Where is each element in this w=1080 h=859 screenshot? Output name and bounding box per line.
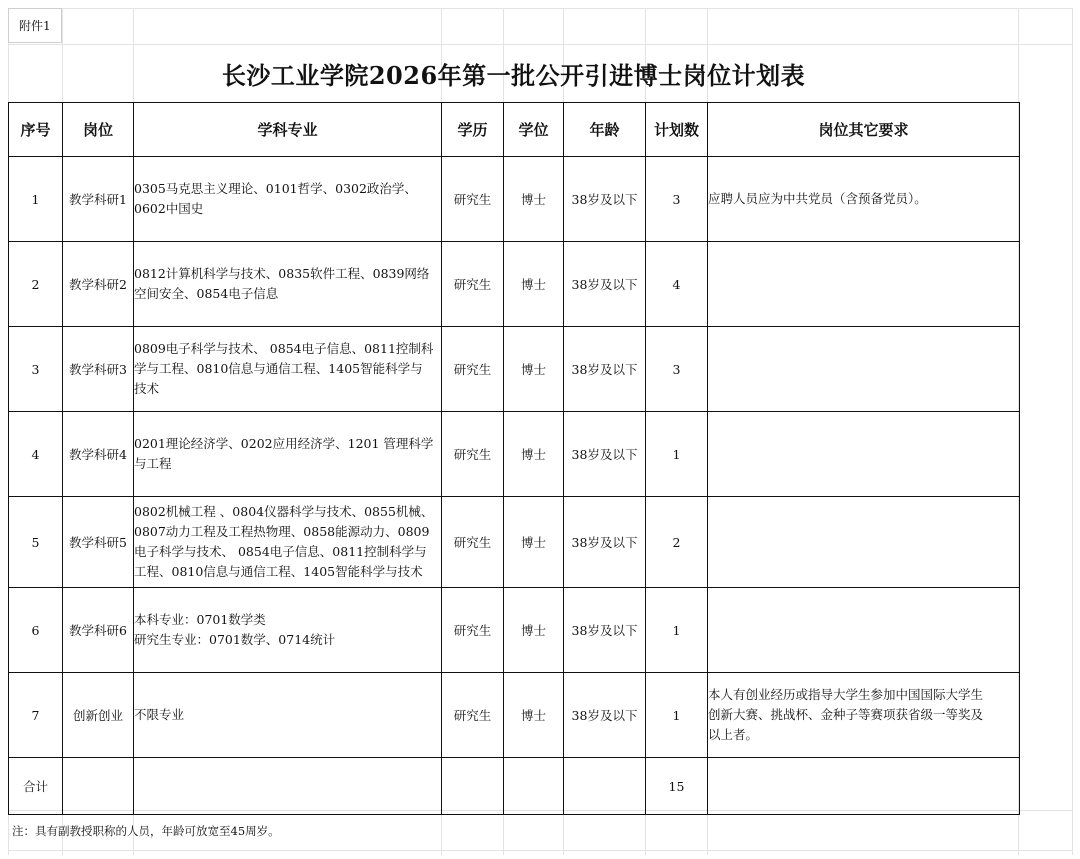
cell-major[interactable] [134, 497, 442, 588]
other-line: 以上者。 [708, 727, 759, 742]
major-line: 0201理论经济学、0202应用经济学、1201 管理科学 [134, 436, 434, 451]
cell-degree[interactable]: 博士 [504, 242, 564, 327]
table-row [9, 242, 1020, 327]
cell-major[interactable] [134, 327, 442, 412]
major-line: 与工程 [134, 456, 172, 471]
major-line: 工程、0810信息与通信工程、1405智能科学与技术 [134, 564, 423, 579]
major-line: 0807动力工程及工程热物理、0858能源动力、0809 [134, 524, 430, 539]
cell-post[interactable]: 教学科研6 [63, 588, 134, 673]
header-other[interactable]: 岗位其它要求 [708, 103, 1020, 157]
cell-degree[interactable]: 博士 [504, 588, 564, 673]
cell-no[interactable]: 7 [9, 673, 63, 758]
major-line: 电子科学与技术、 0854电子信息、0811控制科学与 [134, 544, 427, 559]
cell-education[interactable]: 研究生 [442, 242, 504, 327]
cell-degree[interactable]: 博士 [504, 673, 564, 758]
annex-label[interactable]: 附件1 [8, 8, 62, 43]
cell-education[interactable]: 研究生 [442, 497, 504, 588]
cell-other[interactable] [708, 157, 1020, 242]
cell-post[interactable]: 教学科研5 [63, 497, 134, 588]
table-row [9, 588, 1020, 673]
cell-degree[interactable]: 博士 [504, 327, 564, 412]
cell-no[interactable]: 2 [9, 242, 63, 327]
major-line: 0802机械工程 、0804仪器科学与技术、0855机械、 [134, 504, 434, 519]
page-title: 长沙工业学院2026年第一批公开引进博士岗位计划表 [221, 60, 806, 90]
cell-education[interactable]: 研究生 [442, 327, 504, 412]
cell-age[interactable]: 38岁及以下 [564, 673, 646, 758]
cell-post[interactable]: 教学科研2 [63, 242, 134, 327]
cell-post[interactable]: 教学科研4 [63, 412, 134, 497]
cell-other[interactable] [708, 588, 1020, 673]
plan-table [8, 102, 1020, 815]
major-line: 空间安全、0854电子信息 [134, 286, 279, 301]
header-post[interactable]: 岗位 [63, 103, 134, 157]
cell-other[interactable] [708, 497, 1020, 588]
cell-empty[interactable] [708, 758, 1020, 815]
cell-empty[interactable] [564, 758, 646, 815]
major-line: 不限专业 [134, 707, 185, 722]
cell-other[interactable] [708, 412, 1020, 497]
cell-other[interactable] [708, 327, 1020, 412]
cell-count[interactable]: 2 [646, 497, 708, 588]
table-row [9, 412, 1020, 497]
cell-count[interactable]: 1 [646, 588, 708, 673]
total-count[interactable]: 15 [646, 758, 708, 815]
cell-other[interactable] [708, 673, 1020, 758]
cell-count[interactable]: 1 [646, 673, 708, 758]
cell-age[interactable]: 38岁及以下 [564, 327, 646, 412]
header-count[interactable]: 计划数 [646, 103, 708, 157]
major-line: 0305马克思主义理论、0101哲学、0302政治学、 [134, 181, 417, 196]
cell-count[interactable]: 4 [646, 242, 708, 327]
other-line: 本人有创业经历或指导大学生参加中国国际大学生 [708, 687, 984, 702]
other-line: 创新大赛、挑战杯、金种子等赛项获省级一等奖及 [708, 707, 984, 722]
major-line: 学与工程、0810信息与通信工程、1405智能科学与 [134, 361, 423, 376]
cell-education[interactable]: 研究生 [442, 412, 504, 497]
cell-count[interactable]: 1 [646, 412, 708, 497]
cell-count[interactable]: 3 [646, 157, 708, 242]
cell-major[interactable] [134, 673, 442, 758]
cell-no[interactable]: 1 [9, 157, 63, 242]
table-row [9, 673, 1020, 758]
footnote[interactable]: 注：具有副教授职称的人员，年龄可放宽至45周岁。 [12, 824, 280, 838]
cell-major[interactable] [134, 242, 442, 327]
cell-major[interactable] [134, 588, 442, 673]
cell-no[interactable]: 6 [9, 588, 63, 673]
other-line: 应聘人员应为中共党员（含预备党员）。 [708, 191, 927, 206]
table-row [9, 327, 1020, 412]
cell-other[interactable] [708, 242, 1020, 327]
header-age[interactable]: 年龄 [564, 103, 646, 157]
total-row [9, 758, 1020, 815]
cell-education[interactable]: 研究生 [442, 157, 504, 242]
major-line: 0809电子科学与技术、 0854电子信息、0811控制科 [134, 341, 434, 356]
cell-empty[interactable] [442, 758, 504, 815]
cell-degree[interactable]: 博士 [504, 157, 564, 242]
cell-no[interactable]: 5 [9, 497, 63, 588]
cell-age[interactable]: 38岁及以下 [564, 242, 646, 327]
cell-education[interactable]: 研究生 [442, 673, 504, 758]
total-label[interactable]: 合计 [9, 758, 63, 815]
cell-major[interactable] [134, 157, 442, 242]
header-row [9, 103, 1020, 157]
major-line: 0602中国史 [134, 201, 204, 216]
cell-no[interactable]: 3 [9, 327, 63, 412]
cell-age[interactable]: 38岁及以下 [564, 588, 646, 673]
header-education[interactable]: 学历 [442, 103, 504, 157]
cell-degree[interactable]: 博士 [504, 412, 564, 497]
cell-education[interactable]: 研究生 [442, 588, 504, 673]
cell-empty[interactable] [63, 758, 134, 815]
major-line: 研究生专业：0701数学、0714统计 [134, 632, 336, 647]
header-major[interactable]: 学科专业 [134, 103, 442, 157]
cell-post[interactable]: 创新创业 [63, 673, 134, 758]
cell-age[interactable]: 38岁及以下 [564, 157, 646, 242]
table-row [9, 157, 1020, 242]
cell-age[interactable]: 38岁及以下 [564, 412, 646, 497]
cell-empty[interactable] [134, 758, 442, 815]
cell-degree[interactable]: 博士 [504, 497, 564, 588]
cell-no[interactable]: 4 [9, 412, 63, 497]
cell-count[interactable]: 3 [646, 327, 708, 412]
table-row [9, 497, 1020, 588]
cell-major[interactable] [134, 412, 442, 497]
header-degree[interactable]: 学位 [504, 103, 564, 157]
cell-post[interactable]: 教学科研3 [63, 327, 134, 412]
cell-age[interactable]: 38岁及以下 [564, 497, 646, 588]
major-line: 本科专业：0701数学类 [134, 612, 266, 627]
cell-empty[interactable] [504, 758, 564, 815]
major-line: 0812计算机科学与技术、0835软件工程、0839网络 [134, 266, 430, 281]
cell-post[interactable]: 教学科研1 [63, 157, 134, 242]
header-no[interactable]: 序号 [9, 103, 63, 157]
major-line: 技术 [134, 381, 160, 396]
